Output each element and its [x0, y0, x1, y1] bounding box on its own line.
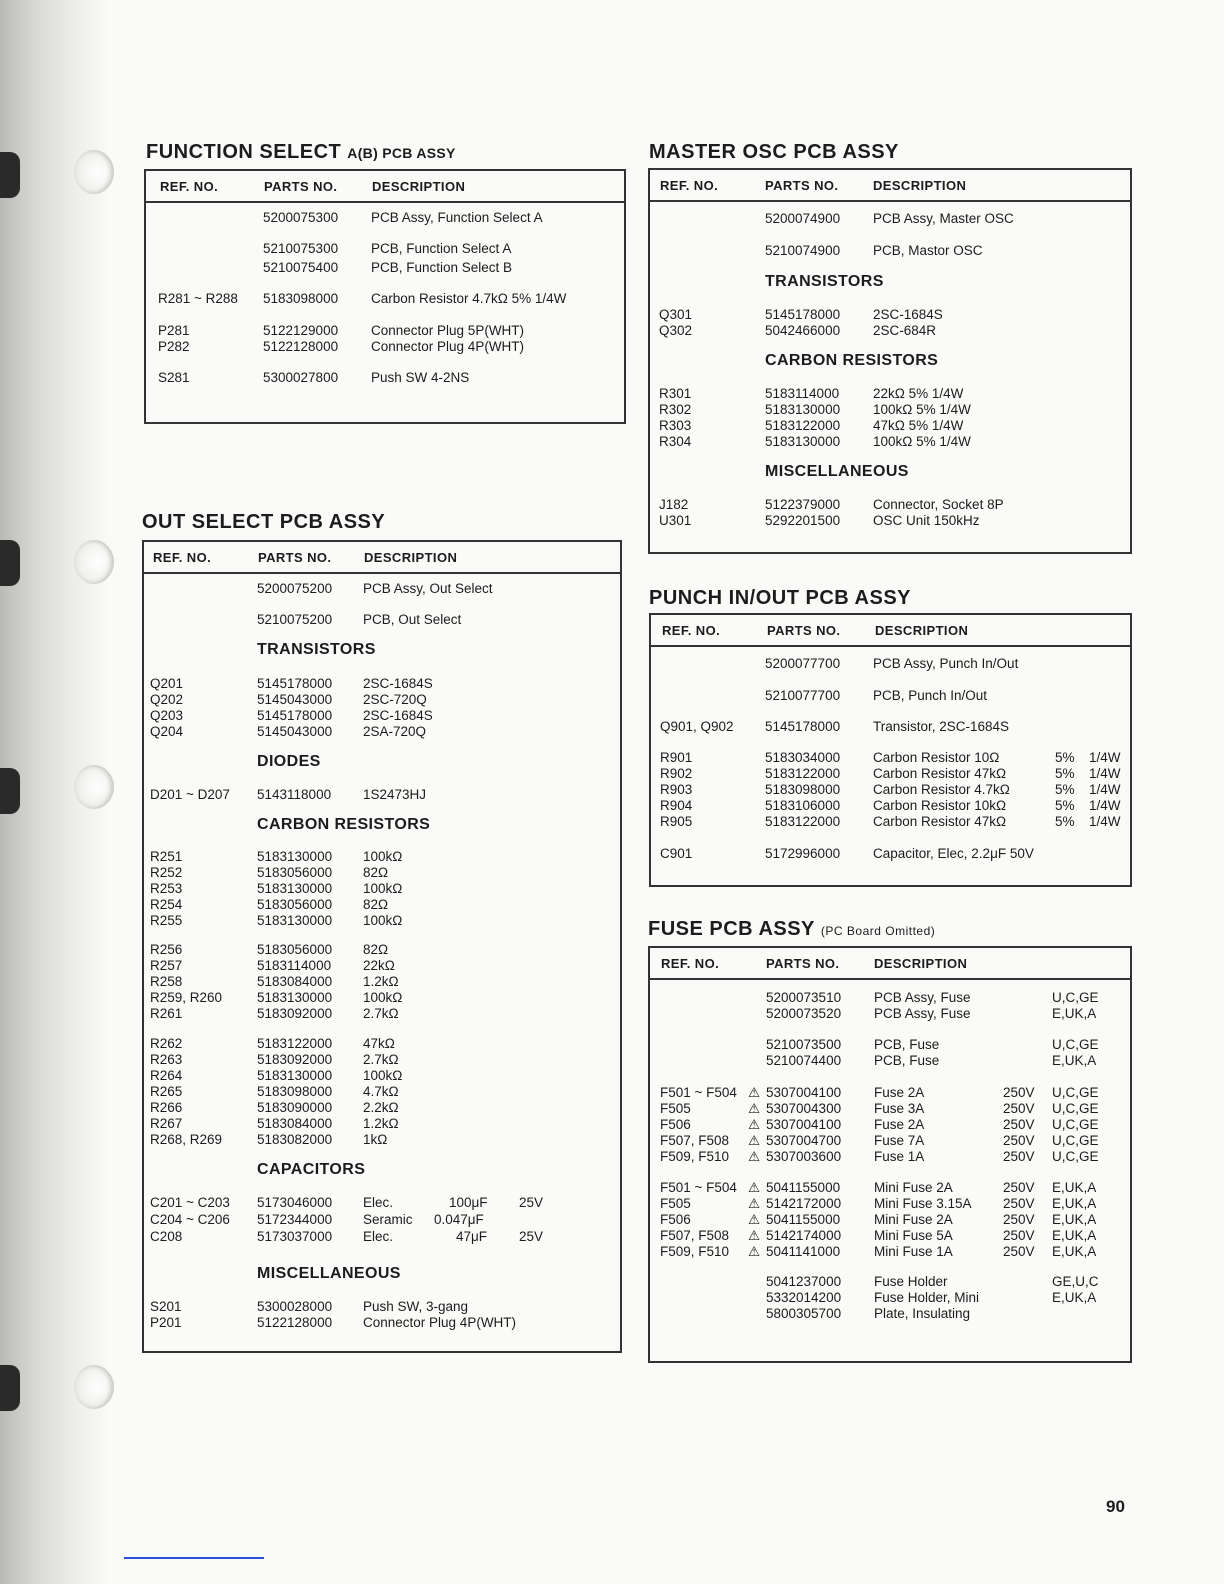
- table-header: [651, 615, 1130, 647]
- binder-hole: [74, 765, 114, 809]
- subheading-transistors: TRANSISTORS: [257, 641, 376, 658]
- master-osc-table: REF. NO. PARTS NO. DESCRIPTION 5200074900 PCB Assy, Master OSC 5210074900 PCB, Mastor OSC TRANSISTORS Q301 5145178000 2SC-1684S Q302 5042466000 2SC-684R CARBON RESISTORS R301 5183114000 22kΩ 5% 1/4W R302 5183130000 100kΩ 5% 1/4W R303 5183122000 47kΩ 5% 1/4W R304 5183130000 100kΩ 5% 1/4W MISCELLANEOUS J182 5122379000 Connector, Socket 8P U301 5292201500 OSC Unit 150kHz: [648, 168, 1132, 554]
- warning-icon: ⚠: [748, 1228, 761, 1243]
- col-ref: REF. NO.: [153, 550, 212, 565]
- subheading-miscellaneous: MISCELLANEOUS: [765, 463, 909, 480]
- col-ref: REF. NO.: [160, 179, 219, 194]
- warning-icon: ⚠: [748, 1212, 761, 1227]
- table-header: [650, 170, 1130, 202]
- subheading-capacitors: CAPACITORS: [257, 1161, 366, 1178]
- subheading-carbon-resistors: CARBON RESISTORS: [765, 352, 939, 369]
- col-description: DESCRIPTION: [372, 179, 466, 194]
- warning-icon: ⚠: [748, 1085, 761, 1100]
- subheading-diodes: DIODES: [257, 753, 321, 770]
- bottom-rule: [124, 1557, 264, 1559]
- col-ref: REF. NO.: [661, 956, 720, 971]
- col-ref: REF. NO.: [662, 623, 721, 638]
- col-parts: PARTS NO.: [258, 550, 332, 565]
- col-description: DESCRIPTION: [875, 623, 969, 638]
- table-header: [650, 948, 1130, 980]
- col-description: DESCRIPTION: [873, 178, 967, 193]
- subheading-transistors: TRANSISTORS: [765, 273, 884, 290]
- binder-tab: [0, 768, 20, 814]
- page-number: 90: [1106, 1497, 1125, 1516]
- subheading-carbon-resistors: CARBON RESISTORS: [257, 816, 431, 833]
- warning-icon: ⚠: [748, 1180, 761, 1195]
- binder-tab: [0, 152, 20, 198]
- col-description: DESCRIPTION: [364, 550, 458, 565]
- punch-table: REF. NO. PARTS NO. DESCRIPTION 5200077700 PCB Assy, Punch In/Out 5210077700 PCB, Punch In/Out Q901, Q902 5145178000 Transistor, 2SC-1684S R901 5183034000 Carbon Resistor 10Ω 5% 1/4W R902 5183122000 Carbon Resistor 47kΩ 5% 1/4W R903 5183098000 Carbon Resistor 4.7kΩ 5% 1/4W R904 5183106000 Carbon Resistor 10kΩ 5% 1/4W R905 5183122000 Carbon Resistor 47kΩ 5% 1/4W C901 5172996000 Capacitor, Elec, 2.2μF 50V: [649, 613, 1132, 887]
- col-parts: PARTS NO.: [765, 178, 839, 193]
- subheading-miscellaneous: MISCELLANEOUS: [257, 1265, 401, 1282]
- function-select-table: REF. NO. PARTS NO. DESCRIPTION 5200075300 PCB Assy, Function Select A 5210075300 PCB, Function Select A 5210075400 PCB, Function Select B R281 ~ R288 5183098000 Carbon Resistor 4.7kΩ 5% 1/4W P281 5122129000 Connector Plug 5P(WHT) P282 5122128000 Connector Plug 4P(WHT) S281 5300027800 Push SW 4-2NS: [144, 169, 626, 424]
- binder-hole: [74, 1365, 114, 1409]
- master-osc-title: MASTER OSC PCB ASSY: [649, 141, 899, 163]
- table-header: [146, 171, 624, 203]
- function-select-title: FUNCTION SELECT A(B) PCB ASSY: [146, 141, 456, 163]
- binder-hole: [74, 150, 114, 194]
- warning-icon: ⚠: [748, 1101, 761, 1116]
- warning-icon: ⚠: [748, 1133, 761, 1148]
- warning-icon: ⚠: [748, 1117, 761, 1132]
- binder-tab: [0, 540, 20, 586]
- out-select-title: OUT SELECT PCB ASSY: [142, 511, 386, 533]
- col-ref: REF. NO.: [660, 178, 719, 193]
- col-parts: PARTS NO.: [767, 623, 841, 638]
- binder-tab: [0, 1365, 20, 1411]
- table-header: [144, 542, 620, 574]
- warning-icon: ⚠: [748, 1196, 761, 1211]
- out-select-table: REF. NO. PARTS NO. DESCRIPTION 5200075200 PCB Assy, Out Select 5210075200 PCB, Out Select TRANSISTORS Q201 5145178000 2SC-1684S Q202 5145043000 2SC-720Q Q203 5145178000 2SC-1684S Q204 5145043000 2SA-720Q DIODES D201 ~ D207 5143118000 1S2473HJ CARBON RESISTORS R251 5183130000 100kΩ R252 5183056000 82Ω R253 5183130000 100kΩ R254 5183056000 82Ω R255 5183130000 100kΩ R256 5183056000 82Ω R257 5183114000 22kΩ R258 5183084000 1.2kΩ R259, R260 5183130000 100kΩ R261 5183092000 2.7kΩ R262 5183122000 47kΩ R263 5183092000 2.7kΩ R264 5183130000 100kΩ R265 5183098000 4.7kΩ R266 5183090000 2.2kΩ R267 5183084000 1.2kΩ R268, R269 5183082000 1kΩ CAPACITORS C201 ~ C203 5173046000 Elec. 100μF 25V C204 ~ C206 5172344000 Seramic 0.047μF C208 5173037000 Elec. 47μF 25V MISCELLANEOUS S201 5300028000 Push SW, 3-gang P201 5122128000 Connector Plug 4P(WHT): [142, 540, 622, 1353]
- col-description: DESCRIPTION: [874, 956, 968, 971]
- col-parts: PARTS NO.: [264, 179, 338, 194]
- binder-hole: [74, 540, 114, 584]
- fuse-table: REF. NO. PARTS NO. DESCRIPTION 5200073510 PCB Assy, Fuse U,C,GE 5200073520 PCB Assy, Fuse E,UK,A 5210073500 PCB, Fuse U,C,GE 5210074400 PCB, Fuse E,UK,A F501 ~ F504 ⚠ 5307004100 Fuse 2A 250V U,C,GE F505 ⚠ 5307004300 Fuse 3A 250V U,C,GE F506 ⚠ 5307004100 Fuse 2A 250V U,C,GE F507, F508 ⚠ 5307004700 Fuse 7A 250V U,C,GE F509, F510 ⚠ 5307003600 Fuse 1A 250V U,C,GE F501 ~ F504 ⚠ 5041155000 Mini Fuse 2A 250V E,UK,A F505 ⚠ 5142172000 Mini Fuse 3.15A 250V E,UK,A F506 ⚠ 5041155000 Mini Fuse 2A 250V E,UK,A F507, F508 ⚠ 5142174000 Mini Fuse 5A 250V E,UK,A F509, F510 ⚠ 5041141000 Mini Fuse 1A 250V E,UK,A 5041237000 Fuse Holder GE,U,C 5332014200 Fuse Holder, Mini E,UK,A 5800305700 Plate, Insulating: [648, 946, 1132, 1363]
- warning-icon: ⚠: [748, 1149, 761, 1164]
- warning-icon: ⚠: [748, 1244, 761, 1259]
- fuse-title: FUSE PCB ASSY (PC Board Omitted): [648, 918, 936, 940]
- col-parts: PARTS NO.: [766, 956, 840, 971]
- punch-title: PUNCH IN/OUT PCB ASSY: [649, 587, 912, 609]
